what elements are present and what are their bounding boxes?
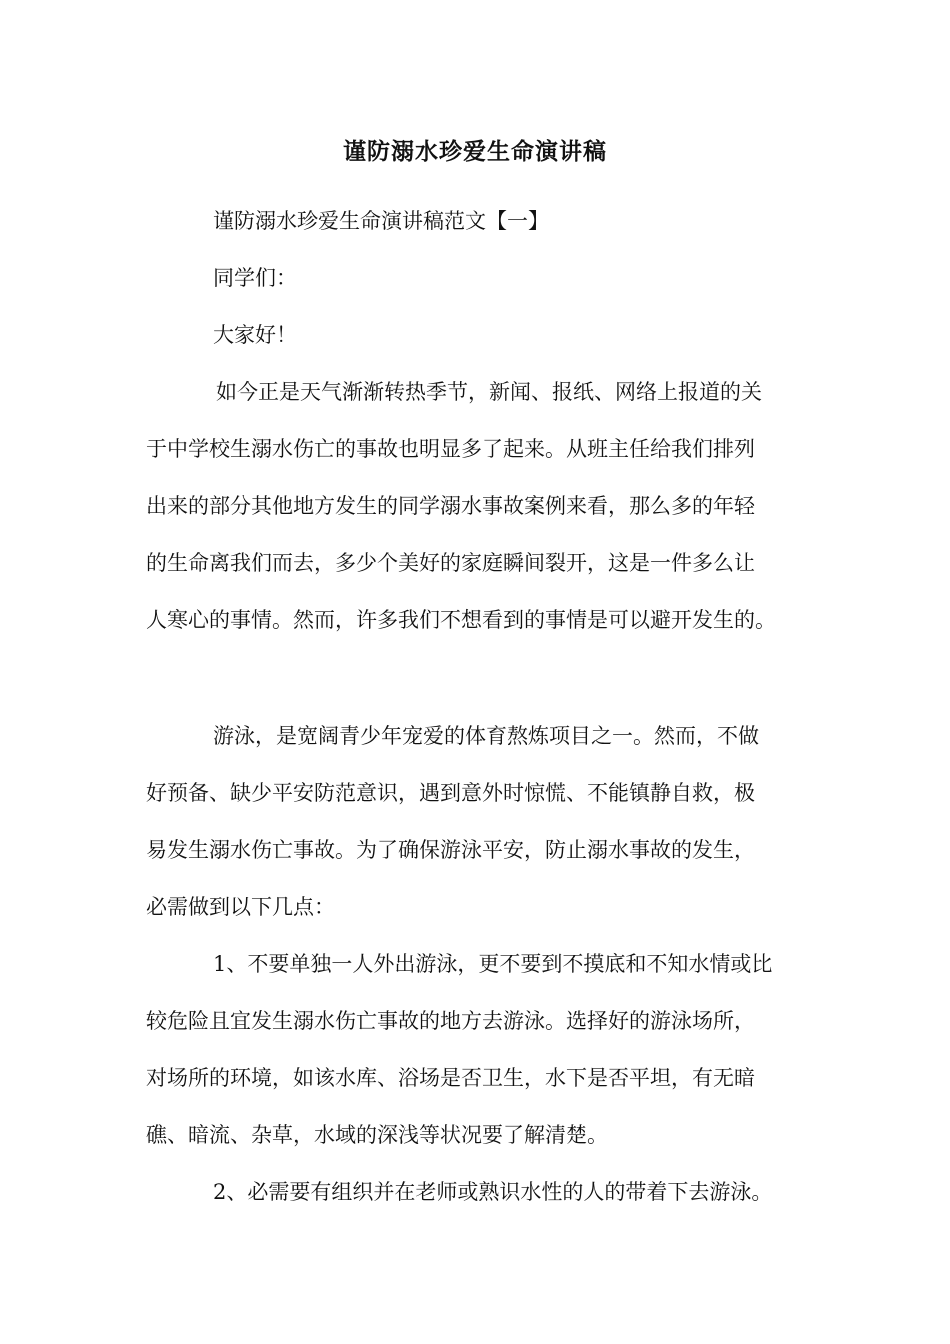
greeting: 大家好！	[213, 323, 297, 347]
paragraph-2-line-1: 游泳，是宽阔青少年宠爱的体育熬炼项目之一。然而，不做	[213, 724, 759, 748]
paragraph-4-line-1: 2、必需要有组织并在老师或熟识水性的人的带着下去游泳。	[213, 1180, 773, 1204]
section-heading: 谨防溺水珍爱生命演讲稿范文【一】	[213, 209, 549, 233]
paragraph-1-line-5: 人寒心的事情。然而，许多我们不想看到的事情是可以避开发生的。	[146, 608, 776, 632]
paragraph-1-line-3: 出来的部分其他地方发生的同学溺水事故案例来看，那么多的年轻	[146, 494, 755, 518]
paragraph-3-line-1: 1、不要单独一人外出游泳，更不要到不摸底和不知水情或比	[213, 952, 773, 976]
paragraph-2-line-4: 必需做到以下几点：	[146, 895, 335, 919]
salutation: 同学们：	[213, 266, 297, 290]
paragraph-1-line-4: 的生命离我们而去，多少个美好的家庭瞬间裂开，这是一件多么让	[146, 551, 755, 575]
paragraph-3-line-3: 对场所的环境，如该水库、浴场是否卫生，水下是否平坦，有无暗	[146, 1066, 755, 1090]
document-title: 谨防溺水珍爱生命演讲稿	[343, 138, 607, 165]
paragraph-3-line-4: 礁、暗流、杂草，水域的深浅等状况要了解清楚。	[146, 1123, 608, 1147]
paragraph-2-line-2: 好预备、缺少平安防范意识，遇到意外时惊慌、不能镇静自救，极	[146, 781, 755, 805]
paragraph-1-line-1: 如今正是天气渐渐转热季节，新闻、报纸、网络上报道的关	[216, 380, 762, 404]
paragraph-3-line-2: 较危险且宜发生溺水伤亡事故的地方去游泳。选择好的游泳场所，	[146, 1009, 755, 1033]
paragraph-1-line-2: 于中学校生溺水伤亡的事故也明显多了起来。从班主任给我们排列	[146, 437, 755, 461]
paragraph-2-line-3: 易发生溺水伤亡事故。为了确保游泳平安，防止溺水事故的发生，	[146, 838, 755, 862]
